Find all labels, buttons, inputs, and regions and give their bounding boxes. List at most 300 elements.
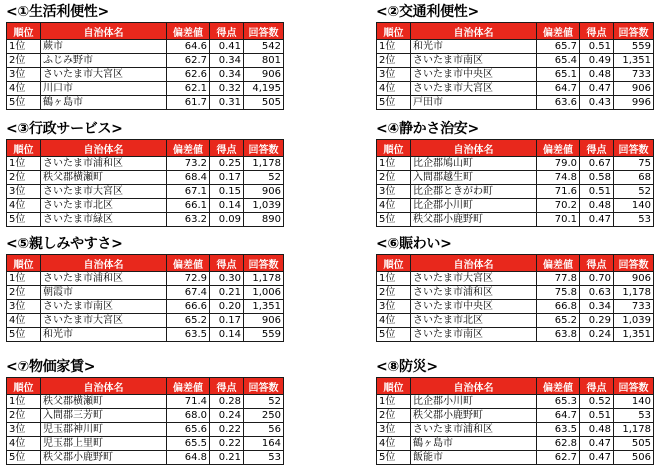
section-friendliness (6, 234, 283, 342)
ranking-table (6, 254, 284, 342)
cell-deviation: 70.2 (537, 199, 580, 213)
cell-deviation: 71.4 (167, 395, 210, 409)
cell-rank: 3位 (377, 423, 411, 437)
table-header-row (7, 255, 284, 272)
cell-responses: 52 (244, 395, 284, 409)
cell-responses: 140 (614, 395, 654, 409)
cell-responses: 56 (244, 423, 284, 437)
section-transport-convenience (376, 2, 653, 110)
cell-score: 0.43 (580, 96, 614, 110)
cell-deviation: 74.8 (537, 171, 580, 185)
cell-deviation: 64.7 (537, 82, 580, 96)
cell-deviation: 68.4 (167, 171, 210, 185)
cell-deviation: 77.8 (537, 272, 580, 286)
cell-municipality: 秩父郡横瀬町 (41, 395, 167, 409)
header-rank: 順位 (377, 255, 411, 272)
cell-municipality: さいたま市浦和区 (411, 286, 537, 300)
ranking-table (376, 22, 654, 110)
ranking-table (6, 22, 284, 110)
header-responses: 回答数 (614, 140, 654, 157)
cell-score: 0.70 (580, 272, 614, 286)
cell-rank: 4位 (7, 199, 41, 213)
cell-municipality: さいたま市大宮区 (411, 272, 537, 286)
ranking-table (376, 377, 654, 465)
cell-score: 0.47 (580, 213, 614, 227)
cell-municipality: 飯能市 (411, 451, 537, 465)
cell-rank: 5位 (377, 96, 411, 110)
cell-rank: 1位 (7, 272, 41, 286)
cell-deviation: 62.1 (167, 82, 210, 96)
table-header-row (7, 23, 284, 40)
cell-deviation: 62.7 (537, 451, 580, 465)
table-row (377, 199, 654, 213)
cell-deviation: 65.3 (537, 395, 580, 409)
cell-responses: 906 (614, 272, 654, 286)
cell-municipality: 比企郡鳩山町 (411, 157, 537, 171)
table-row (377, 68, 654, 82)
ranking-table (6, 377, 284, 465)
header-score: 得点 (210, 255, 244, 272)
header-deviation: 偏差値 (167, 255, 210, 272)
cell-deviation: 66.6 (167, 300, 210, 314)
cell-responses: 1,039 (614, 314, 654, 328)
header-responses: 回答数 (614, 23, 654, 40)
cell-responses: 906 (244, 314, 284, 328)
cell-score: 0.48 (580, 68, 614, 82)
cell-municipality: 鶴ヶ島市 (41, 96, 167, 110)
cell-score: 0.32 (210, 82, 244, 96)
ranking-table (6, 139, 284, 227)
cell-municipality: 比企郡ときがわ町 (411, 185, 537, 199)
cell-score: 0.34 (210, 54, 244, 68)
cell-rank: 1位 (7, 395, 41, 409)
table-header-row (377, 378, 654, 395)
cell-deviation: 62.7 (167, 54, 210, 68)
header-deviation: 偏差値 (167, 23, 210, 40)
section-prices-rent (6, 357, 283, 465)
table-row (7, 300, 284, 314)
cell-score: 0.30 (210, 272, 244, 286)
header-deviation: 偏差値 (537, 23, 580, 40)
table-row (377, 437, 654, 451)
header-score: 得点 (580, 23, 614, 40)
cell-municipality: 蕨市 (41, 40, 167, 54)
cell-responses: 1,006 (244, 286, 284, 300)
cell-score: 0.21 (210, 286, 244, 300)
header-municipality: 自治体名 (41, 255, 167, 272)
table-row (7, 451, 284, 465)
cell-deviation: 62.8 (537, 437, 580, 451)
cell-responses: 53 (614, 213, 654, 227)
cell-rank: 3位 (7, 423, 41, 437)
section-liveliness (376, 234, 653, 342)
header-responses: 回答数 (614, 255, 654, 272)
table-row (7, 171, 284, 185)
table-row (7, 286, 284, 300)
cell-score: 0.47 (580, 437, 614, 451)
header-score: 得点 (210, 140, 244, 157)
cell-rank: 2位 (377, 409, 411, 423)
cell-rank: 3位 (377, 185, 411, 199)
cell-municipality: さいたま市緑区 (41, 213, 167, 227)
cell-responses: 801 (244, 54, 284, 68)
cell-score: 0.67 (580, 157, 614, 171)
cell-municipality: さいたま市南区 (41, 300, 167, 314)
section-administrative-services (6, 119, 283, 227)
cell-rank: 5位 (7, 96, 41, 110)
table-header-row (377, 140, 654, 157)
cell-responses: 68 (614, 171, 654, 185)
cell-rank: 1位 (7, 40, 41, 54)
cell-deviation: 71.6 (537, 185, 580, 199)
cell-rank: 2位 (377, 286, 411, 300)
cell-municipality: さいたま市浦和区 (411, 423, 537, 437)
section-title: <①生活利便性> (6, 4, 109, 20)
cell-deviation: 65.6 (167, 423, 210, 437)
cell-municipality: 入間郡三芳町 (41, 409, 167, 423)
table-row (7, 54, 284, 68)
cell-responses: 52 (614, 185, 654, 199)
cell-responses: 53 (244, 451, 284, 465)
cell-score: 0.51 (580, 409, 614, 423)
cell-deviation: 65.4 (537, 54, 580, 68)
cell-responses: 1,351 (614, 328, 654, 342)
cell-responses: 1,039 (244, 199, 284, 213)
cell-responses: 906 (614, 82, 654, 96)
cell-municipality: 秩父郡横瀬町 (41, 171, 167, 185)
section-title: <②交通利便性> (376, 4, 479, 20)
cell-responses: 164 (244, 437, 284, 451)
cell-rank: 5位 (377, 213, 411, 227)
cell-rank: 2位 (377, 54, 411, 68)
header-responses: 回答数 (244, 255, 284, 272)
cell-rank: 5位 (377, 328, 411, 342)
cell-responses: 559 (614, 40, 654, 54)
section-title: <⑤親しみやすさ> (6, 236, 123, 252)
table-row (377, 272, 654, 286)
cell-municipality: さいたま市南区 (411, 54, 537, 68)
table-row (377, 328, 654, 342)
header-municipality: 自治体名 (41, 140, 167, 157)
cell-deviation: 63.6 (537, 96, 580, 110)
section-title: <④静かさ治安> (376, 121, 479, 137)
cell-deviation: 79.0 (537, 157, 580, 171)
header-score: 得点 (210, 378, 244, 395)
cell-responses: 1,178 (614, 423, 654, 437)
cell-municipality: 鶴ヶ島市 (411, 437, 537, 451)
cell-municipality: 比企郡小川町 (411, 199, 537, 213)
section-title: <⑦物価家賃> (6, 359, 96, 375)
cell-score: 0.24 (210, 409, 244, 423)
cell-deviation: 64.6 (167, 40, 210, 54)
cell-deviation: 64.7 (537, 409, 580, 423)
cell-score: 0.51 (580, 40, 614, 54)
table-header-row (377, 255, 654, 272)
cell-rank: 3位 (7, 300, 41, 314)
table-row (377, 96, 654, 110)
cell-responses: 140 (614, 199, 654, 213)
table-header-row (377, 23, 654, 40)
cell-deviation: 72.9 (167, 272, 210, 286)
cell-municipality: 戸田市 (411, 96, 537, 110)
table-row (377, 314, 654, 328)
table-row (377, 395, 654, 409)
header-deviation: 偏差値 (167, 140, 210, 157)
cell-deviation: 66.1 (167, 199, 210, 213)
cell-municipality: 比企郡小川町 (411, 395, 537, 409)
cell-score: 0.47 (580, 451, 614, 465)
cell-municipality: さいたま市大宮区 (41, 185, 167, 199)
cell-responses: 733 (614, 300, 654, 314)
cell-deviation: 66.8 (537, 300, 580, 314)
cell-score: 0.17 (210, 314, 244, 328)
cell-score: 0.48 (580, 423, 614, 437)
cell-rank: 4位 (377, 82, 411, 96)
cell-score: 0.14 (210, 199, 244, 213)
table-row (377, 300, 654, 314)
section-quiet-safety (376, 119, 653, 227)
header-score: 得点 (210, 23, 244, 40)
cell-rank: 2位 (7, 409, 41, 423)
cell-municipality: さいたま市大宮区 (411, 82, 537, 96)
cell-score: 0.15 (210, 185, 244, 199)
cell-score: 0.21 (210, 451, 244, 465)
table-row (377, 423, 654, 437)
cell-deviation: 63.5 (167, 328, 210, 342)
header-rank: 順位 (7, 378, 41, 395)
cell-score: 0.17 (210, 171, 244, 185)
table-row (7, 157, 284, 171)
cell-responses: 733 (614, 68, 654, 82)
cell-municipality: 川口市 (41, 82, 167, 96)
section-title: <⑧防災> (376, 359, 438, 375)
header-deviation: 偏差値 (537, 255, 580, 272)
header-responses: 回答数 (244, 378, 284, 395)
cell-deviation: 75.8 (537, 286, 580, 300)
table-row (7, 96, 284, 110)
cell-rank: 5位 (7, 451, 41, 465)
cell-deviation: 65.2 (537, 314, 580, 328)
cell-responses: 53 (614, 409, 654, 423)
cell-responses: 1,351 (244, 300, 284, 314)
cell-deviation: 67.4 (167, 286, 210, 300)
cell-deviation: 61.7 (167, 96, 210, 110)
cell-score: 0.58 (580, 171, 614, 185)
cell-deviation: 62.6 (167, 68, 210, 82)
cell-municipality: さいたま市南区 (411, 328, 537, 342)
header-rank: 順位 (377, 23, 411, 40)
header-responses: 回答数 (244, 140, 284, 157)
cell-rank: 4位 (7, 82, 41, 96)
cell-score: 0.52 (580, 395, 614, 409)
header-responses: 回答数 (614, 378, 654, 395)
cell-deviation: 63.8 (537, 328, 580, 342)
cell-municipality: さいたま市中央区 (411, 68, 537, 82)
table-row (7, 68, 284, 82)
header-score: 得点 (580, 378, 614, 395)
cell-score: 0.34 (580, 300, 614, 314)
ranking-table (376, 139, 654, 227)
header-municipality: 自治体名 (411, 23, 537, 40)
table-row (7, 82, 284, 96)
cell-deviation: 68.0 (167, 409, 210, 423)
header-rank: 順位 (7, 140, 41, 157)
cell-municipality: 児玉郡神川町 (41, 423, 167, 437)
header-deviation: 偏差値 (537, 140, 580, 157)
cell-responses: 906 (244, 185, 284, 199)
cell-rank: 3位 (377, 300, 411, 314)
cell-municipality: 和光市 (41, 328, 167, 342)
cell-municipality: ふじみ野市 (41, 54, 167, 68)
cell-municipality: さいたま市浦和区 (41, 272, 167, 286)
cell-municipality: さいたま市浦和区 (41, 157, 167, 171)
table-row (377, 82, 654, 96)
cell-score: 0.14 (210, 328, 244, 342)
cell-rank: 1位 (377, 157, 411, 171)
cell-rank: 5位 (7, 328, 41, 342)
cell-deviation: 65.1 (537, 68, 580, 82)
header-score: 得点 (580, 255, 614, 272)
cell-deviation: 65.5 (167, 437, 210, 451)
cell-responses: 506 (614, 451, 654, 465)
cell-responses: 906 (244, 68, 284, 82)
cell-score: 0.09 (210, 213, 244, 227)
cell-score: 0.63 (580, 286, 614, 300)
cell-score: 0.48 (580, 199, 614, 213)
cell-responses: 996 (614, 96, 654, 110)
header-rank: 順位 (7, 23, 41, 40)
section-disaster-prevention (376, 357, 653, 465)
table-row (377, 171, 654, 185)
section-title: <③行政サービス> (6, 121, 123, 137)
cell-rank: 4位 (377, 437, 411, 451)
cell-responses: 542 (244, 40, 284, 54)
cell-responses: 505 (614, 437, 654, 451)
cell-municipality: さいたま市大宮区 (41, 68, 167, 82)
cell-municipality: 秩父郡小鹿野町 (411, 213, 537, 227)
cell-responses: 75 (614, 157, 654, 171)
cell-score: 0.34 (210, 68, 244, 82)
cell-rank: 4位 (377, 199, 411, 213)
cell-rank: 2位 (7, 171, 41, 185)
table-header-row (7, 140, 284, 157)
table-row (7, 213, 284, 227)
cell-municipality: 入間郡越生町 (411, 171, 537, 185)
table-row (7, 199, 284, 213)
cell-deviation: 64.8 (167, 451, 210, 465)
cell-rank: 3位 (7, 185, 41, 199)
cell-score: 0.24 (580, 328, 614, 342)
cell-rank: 3位 (377, 68, 411, 82)
table-header-row (7, 378, 284, 395)
table-row (377, 157, 654, 171)
cell-municipality: さいたま市大宮区 (41, 314, 167, 328)
header-municipality: 自治体名 (411, 255, 537, 272)
cell-responses: 1,178 (614, 286, 654, 300)
cell-responses: 890 (244, 213, 284, 227)
cell-rank: 4位 (7, 314, 41, 328)
cell-score: 0.22 (210, 423, 244, 437)
header-municipality: 自治体名 (411, 378, 537, 395)
cell-responses: 1,178 (244, 157, 284, 171)
section-title: <⑥賑わい> (376, 236, 452, 252)
cell-score: 0.51 (580, 185, 614, 199)
cell-responses: 250 (244, 409, 284, 423)
table-row (7, 185, 284, 199)
cell-rank: 2位 (7, 286, 41, 300)
section-life-convenience (6, 2, 283, 110)
cell-score: 0.31 (210, 96, 244, 110)
table-row (7, 40, 284, 54)
cell-rank: 2位 (377, 171, 411, 185)
cell-responses: 1,178 (244, 272, 284, 286)
header-municipality: 自治体名 (41, 23, 167, 40)
cell-score: 0.47 (580, 82, 614, 96)
cell-score: 0.22 (210, 437, 244, 451)
table-row (7, 272, 284, 286)
header-deviation: 偏差値 (167, 378, 210, 395)
header-score: 得点 (580, 140, 614, 157)
cell-score: 0.25 (210, 157, 244, 171)
header-responses: 回答数 (244, 23, 284, 40)
cell-responses: 505 (244, 96, 284, 110)
cell-deviation: 67.1 (167, 185, 210, 199)
table-row (377, 409, 654, 423)
cell-score: 0.49 (580, 54, 614, 68)
table-row (7, 328, 284, 342)
cell-deviation: 65.2 (167, 314, 210, 328)
cell-municipality: 朝霞市 (41, 286, 167, 300)
table-row (377, 54, 654, 68)
cell-rank: 5位 (7, 213, 41, 227)
cell-score: 0.41 (210, 40, 244, 54)
cell-municipality: 児玉郡上里町 (41, 437, 167, 451)
cell-rank: 2位 (7, 54, 41, 68)
header-deviation: 偏差値 (537, 378, 580, 395)
cell-responses: 4,195 (244, 82, 284, 96)
cell-rank: 5位 (377, 451, 411, 465)
ranking-table (376, 254, 654, 342)
table-row (377, 185, 654, 199)
header-municipality: 自治体名 (41, 378, 167, 395)
cell-municipality: 秩父郡小鹿野町 (41, 451, 167, 465)
cell-deviation: 70.1 (537, 213, 580, 227)
table-row (7, 395, 284, 409)
cell-rank: 1位 (7, 157, 41, 171)
cell-deviation: 63.5 (537, 423, 580, 437)
header-rank: 順位 (377, 140, 411, 157)
cell-responses: 1,351 (614, 54, 654, 68)
table-row (7, 314, 284, 328)
cell-rank: 1位 (377, 40, 411, 54)
header-rank: 順位 (377, 378, 411, 395)
table-row (7, 409, 284, 423)
cell-rank: 1位 (377, 395, 411, 409)
cell-deviation: 73.2 (167, 157, 210, 171)
cell-rank: 4位 (7, 437, 41, 451)
cell-responses: 52 (244, 171, 284, 185)
cell-municipality: さいたま市北区 (411, 314, 537, 328)
cell-municipality: 和光市 (411, 40, 537, 54)
cell-rank: 4位 (377, 314, 411, 328)
cell-deviation: 65.7 (537, 40, 580, 54)
cell-rank: 3位 (7, 68, 41, 82)
cell-responses: 559 (244, 328, 284, 342)
header-rank: 順位 (7, 255, 41, 272)
cell-score: 0.29 (580, 314, 614, 328)
cell-municipality: さいたま市中央区 (411, 300, 537, 314)
cell-municipality: 秩父郡小鹿野町 (411, 409, 537, 423)
